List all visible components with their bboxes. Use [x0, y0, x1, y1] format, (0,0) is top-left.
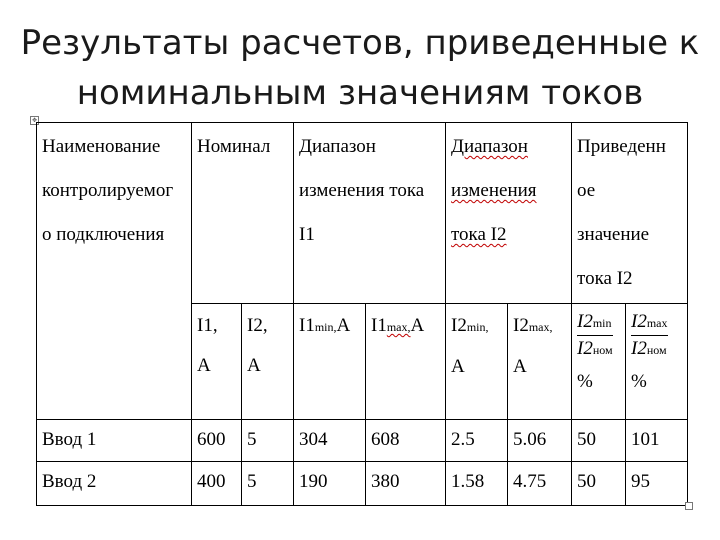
subheader-frac-min-cell: $\frac{I2\min}{\text{I2ном}}$ % — [572, 304, 626, 420]
cell-pmin: 50 — [572, 462, 626, 506]
cell-pmin: 50 — [572, 420, 626, 462]
table-row — [37, 420, 688, 462]
cell-i2min: 1.58 — [446, 462, 508, 506]
row-name: Ввод 2 — [37, 462, 192, 506]
header-range-i2-cell: Диапазон изменения тока I2 — [446, 123, 572, 304]
cell-i1max: 608 — [366, 420, 446, 462]
cell-i1max: 380 — [366, 462, 446, 506]
subheader-i2-cell: I2, A — [242, 304, 294, 420]
cell-i2: 5 — [242, 420, 294, 462]
row-name: Ввод 1 — [37, 420, 192, 462]
header-nominal-cell: Номинал — [192, 123, 294, 304]
subheader-i1-cell: I1, A — [192, 304, 242, 420]
subheader-i2max-cell: I2max, A — [508, 304, 572, 420]
title-line-1: Результаты расчетов, приведенные к — [20, 23, 700, 63]
cell-pmax: 101 — [626, 420, 688, 462]
cell-pmax: 95 — [626, 462, 688, 506]
cell-i2min: 2.5 — [446, 420, 508, 462]
slide-title — [0, 18, 720, 118]
cell-i1min: 190 — [294, 462, 366, 506]
cell-i2max: 4.75 — [508, 462, 572, 506]
resize-handle[interactable] — [685, 502, 693, 510]
cell-i2: 5 — [242, 462, 294, 506]
header-row — [37, 123, 688, 304]
subheader-frac-max-cell: $\frac{I2\max}{\text{I2ном}}$ % — [626, 304, 688, 420]
results-table — [36, 122, 688, 506]
subheader-i2min-cell: I2min, A — [446, 304, 508, 420]
cell-i2max: 5.06 — [508, 420, 572, 462]
fraction-min: $\frac{I2\min}{\text{I2ном}}$ — [577, 311, 613, 359]
title-line-2: номинальным значениям токов — [76, 73, 644, 113]
fraction-max: $\frac{I2\max}{\text{I2ном}}$ — [631, 311, 668, 359]
subheader-i1min-cell: I1min,A — [294, 304, 366, 420]
subheader-i1max-cell: I1max,A — [366, 304, 446, 420]
cell-i1: 600 — [192, 420, 242, 462]
header-reduced-cell: Приведенн ое значение тока I2 — [572, 123, 688, 304]
cell-i1min: 304 — [294, 420, 366, 462]
header-range-i1-cell: Диапазон изменения тока I1 — [294, 123, 446, 304]
table-row — [37, 462, 688, 506]
cell-i1: 400 — [192, 462, 242, 506]
move-handle-icon[interactable]: ✥ — [31, 117, 38, 124]
header-name-cell: Наименование контролируемог о подключения — [37, 123, 192, 420]
